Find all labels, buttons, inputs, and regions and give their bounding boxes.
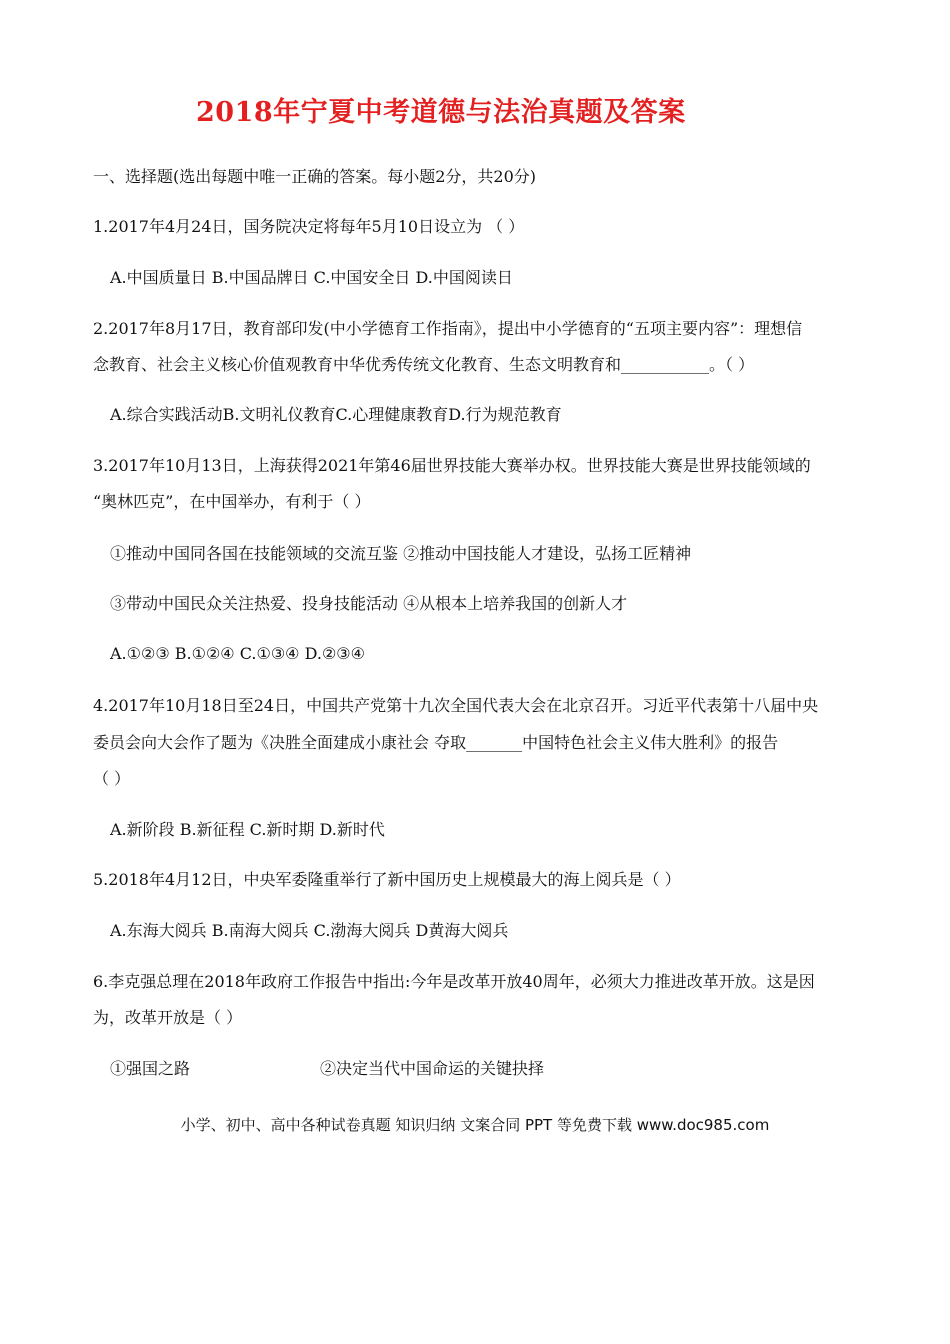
question-3-item-1: ①推动中国同各国在技能领域的交流互鉴 ②推动中国技能人才建设，弘扬工匠精神 xyxy=(110,544,692,563)
question-4-line-3: （ ） xyxy=(93,769,131,788)
question-3-item-2: ③带动中国民众关注热爱、投身技能活动 ④从根本上培养我国的创新人才 xyxy=(110,594,628,613)
question-4-line-2: 委员会向大会作了题为《决胜全面建成小康社会 夺取_______中国特色社会主义伟大胜利》的报告 xyxy=(93,733,779,752)
question-1-stem: 1.2017年4月24日，国务院决定将每年5月10日设立为 （ ） xyxy=(93,217,525,236)
question-4-line-1: 4.2017年10月18日至24日，中国共产党第十九次全国代表大会在北京召开。习近平代表第十八届中央 xyxy=(93,696,819,715)
document-title: 2018年宁夏中考道德与法治真题及答案 xyxy=(196,97,686,128)
question-3-options: A.①②③ B.①②④ C.①③④ D.②③④ xyxy=(110,644,365,663)
question-6-line-2: 为，改革开放是（ ） xyxy=(93,1008,243,1027)
question-5-stem: 5.2018年4月12日，中央军委隆重举行了新中国历史上规模最大的海上阅兵是（ ） xyxy=(93,870,681,889)
question-6-item-1: ①强国之路 xyxy=(110,1059,191,1078)
question-2-line-2: 念教育、社会主义核心价值观教育中华优秀传统文化教育、生态文明教育和___________。（ ） xyxy=(93,355,755,374)
question-3-line-1: 3.2017年10月13日，上海获得2021年第46届世界技能大赛举办权。世界技能大赛是世界技能领域的 xyxy=(93,456,811,475)
page-footer: 小学、初中、高中各种试卷真题 知识归纳 文案合同 PPT 等免费下载 www.doc985.com xyxy=(180,1116,770,1134)
question-5-options: A.东海大阅兵 B.南海大阅兵 C.渤海大阅兵 D黄海大阅兵 xyxy=(110,921,509,940)
section-heading: 一、选择题(选出每题中唯一正确的答案。每小题2分，共20分) xyxy=(93,167,537,186)
question-1-options: A.中国质量日 B.中国品牌日 C.中国安全日 D.中国阅读日 xyxy=(110,268,513,287)
question-2-line-1: 2.2017年8月17日，教育部印发(中小学德育工作指南》，提出中小学德育的“五项主要内容”：理想信 xyxy=(93,319,803,338)
question-6-line-1: 6.李克强总理在2018年政府工作报告中指出:今年是改革开放40周年，必须大力推进改革开放。这是因 xyxy=(93,972,815,991)
question-6-item-2: ②决定当代中国命运的关键抉择 xyxy=(320,1059,545,1078)
question-3-line-2: “奥林匹克”，在中国举办，有利于（ ） xyxy=(93,492,371,511)
question-2-options: A.综合实践活动B.文明礼仪教育C.心理健康教育D.行为规范教育 xyxy=(110,405,562,424)
question-4-options: A.新阶段 B.新征程 C.新时期 D.新时代 xyxy=(110,820,385,839)
